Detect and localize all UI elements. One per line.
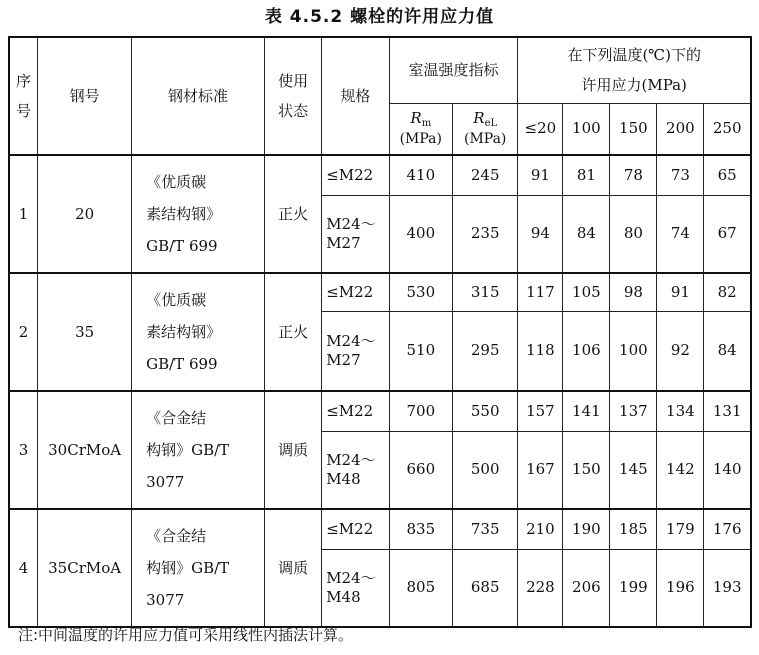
table-note: 注:中间温度的许用应力值可采用线性内插法计算。: [18, 626, 354, 644]
rel-cell: 550: [452, 391, 517, 431]
standard-line: GB/T 699: [146, 355, 218, 373]
header-row-1: [9, 37, 751, 103]
standard-line: 《合金结: [146, 409, 207, 427]
size-cell: [322, 431, 389, 509]
standard-line: 《优质碳: [146, 291, 207, 309]
state-cell: 调质: [264, 391, 321, 509]
header-temp-0: ≤20: [518, 103, 563, 155]
steel-cell: 35CrMoA: [38, 509, 132, 627]
header-temp-3: 200: [657, 103, 704, 155]
standard-line: 3077: [146, 473, 185, 491]
stress-cell: 91: [518, 155, 563, 195]
size-cell: [322, 549, 389, 627]
size-line: ≤M22: [326, 282, 374, 301]
stress-cell: 118: [518, 311, 563, 391]
standard-line: 素结构钢》: [146, 323, 222, 341]
size-line: M48: [326, 469, 361, 488]
steel-cell: 35: [38, 273, 132, 391]
stress-cell: 206: [563, 549, 610, 627]
seq-cell: 4: [9, 509, 38, 627]
stress-cell: 92: [657, 311, 704, 391]
standard-line: 《合金结: [146, 527, 207, 545]
state-cell: 调质: [264, 509, 321, 627]
header-seq: 序 号: [9, 37, 38, 155]
rm-cell: 835: [389, 509, 452, 549]
stress-cell: 228: [518, 549, 563, 627]
rm-cell: 510: [389, 311, 452, 391]
rm-cell: 660: [389, 431, 452, 509]
stress-cell: 176: [704, 509, 751, 549]
stress-cell: 105: [563, 273, 610, 311]
standard-line: 构钢》GB/T: [146, 559, 230, 577]
steel-cell: 20: [38, 155, 132, 273]
table-caption: 表 4.5.2 螺栓的许用应力值: [264, 7, 495, 27]
stress-cell: 84: [563, 195, 610, 273]
size-line: M27: [326, 350, 361, 369]
steel-cell: 30CrMoA: [38, 391, 132, 509]
size-cell: [322, 391, 389, 431]
stress-cell: 199: [610, 549, 657, 627]
size-line: M24～: [326, 215, 376, 233]
state-cell: 正火: [264, 273, 321, 391]
stress-cell: 81: [563, 155, 610, 195]
stress-cell: 193: [704, 549, 751, 627]
size-line: M24～: [326, 569, 376, 587]
size-line: ≤M22: [326, 165, 374, 184]
stress-cell: 98: [610, 273, 657, 311]
stress-cell: 210: [518, 509, 563, 549]
size-line: ≤M22: [326, 401, 374, 420]
rel-cell: 500: [452, 431, 517, 509]
seq-cell: 1: [9, 155, 38, 273]
stress-cell: 150: [563, 431, 610, 509]
size-line: M27: [326, 233, 361, 252]
stress-cell: 91: [657, 273, 704, 311]
stress-cell: 141: [563, 391, 610, 431]
standard-line: 素结构钢》: [146, 205, 222, 223]
rel-cell: 685: [452, 549, 517, 627]
stress-cell: 140: [704, 431, 751, 509]
rm-cell: 530: [389, 273, 452, 311]
stress-cell: 157: [518, 391, 563, 431]
header-temp-allowable-stress: 在下列温度(℃)下的 许用应力(MPa): [518, 37, 751, 103]
stress-cell: 100: [610, 311, 657, 391]
stress-cell: 145: [610, 431, 657, 509]
size-cell: [322, 273, 389, 311]
size-cell: [322, 311, 389, 391]
seq-cell: 2: [9, 273, 38, 391]
size-line: M24～: [326, 451, 376, 469]
stress-cell: 78: [610, 155, 657, 195]
size-line: ≤M22: [326, 519, 374, 538]
header-material-standard: 钢材标准: [132, 37, 265, 155]
stress-cell: 94: [518, 195, 563, 273]
table-row: [9, 509, 751, 549]
standard-line: 3077: [146, 591, 185, 609]
stress-cell: 185: [610, 509, 657, 549]
stress-cell: 65: [704, 155, 751, 195]
header-temp-1: 100: [563, 103, 610, 155]
table-row: [9, 391, 751, 431]
standard-line: 《优质碳: [146, 173, 207, 191]
size-cell: [322, 155, 389, 195]
header-rm: $R_m$ (MPa): [389, 103, 452, 155]
stress-cell: 167: [518, 431, 563, 509]
header-steel-no: 钢号: [38, 37, 132, 155]
size-line: M24～: [326, 332, 376, 350]
rel-cell: 295: [452, 311, 517, 391]
stress-cell: 117: [518, 273, 563, 311]
stress-cell: 190: [563, 509, 610, 549]
stress-cell: 196: [657, 549, 704, 627]
stress-cell: 67: [704, 195, 751, 273]
header-rel: $R_{eL}$ (MPa): [452, 103, 517, 155]
table-body: [9, 37, 751, 627]
size-line: M48: [326, 587, 361, 606]
standard-cell: [132, 155, 265, 273]
state-cell: 正火: [264, 155, 321, 273]
standard-cell: [132, 273, 265, 391]
stress-cell: 142: [657, 431, 704, 509]
rel-cell: 315: [452, 273, 517, 311]
header-usage-state: 使用 状态: [264, 37, 321, 155]
table-row: [9, 155, 751, 195]
seq-cell: 3: [9, 391, 38, 509]
stress-cell: 80: [610, 195, 657, 273]
stress-cell: 84: [704, 311, 751, 391]
stress-cell: 179: [657, 509, 704, 549]
stress-cell: 106: [563, 311, 610, 391]
table-row: [9, 273, 751, 311]
stress-cell: 73: [657, 155, 704, 195]
stress-cell: 131: [704, 391, 751, 431]
header-size: 规格: [322, 37, 389, 155]
rel-cell: 235: [452, 195, 517, 273]
stress-cell: 82: [704, 273, 751, 311]
rm-cell: 410: [389, 155, 452, 195]
rm-cell: 400: [389, 195, 452, 273]
bolt-allowable-stress-table: [8, 36, 752, 628]
standard-line: 构钢》GB/T: [146, 441, 230, 459]
size-cell: [322, 509, 389, 549]
header-temp-2: 150: [610, 103, 657, 155]
rm-cell: 700: [389, 391, 452, 431]
standard-line: GB/T 699: [146, 237, 218, 255]
rel-cell: 735: [452, 509, 517, 549]
rm-cell: 805: [389, 549, 452, 627]
rel-cell: 245: [452, 155, 517, 195]
stress-cell: 134: [657, 391, 704, 431]
standard-cell: [132, 509, 265, 627]
header-room-temp-strength: 室温强度指标: [389, 37, 518, 103]
stress-cell: 74: [657, 195, 704, 273]
stress-cell: 137: [610, 391, 657, 431]
standard-cell: [132, 391, 265, 509]
header-temp-4: 250: [704, 103, 751, 155]
size-cell: [322, 195, 389, 273]
